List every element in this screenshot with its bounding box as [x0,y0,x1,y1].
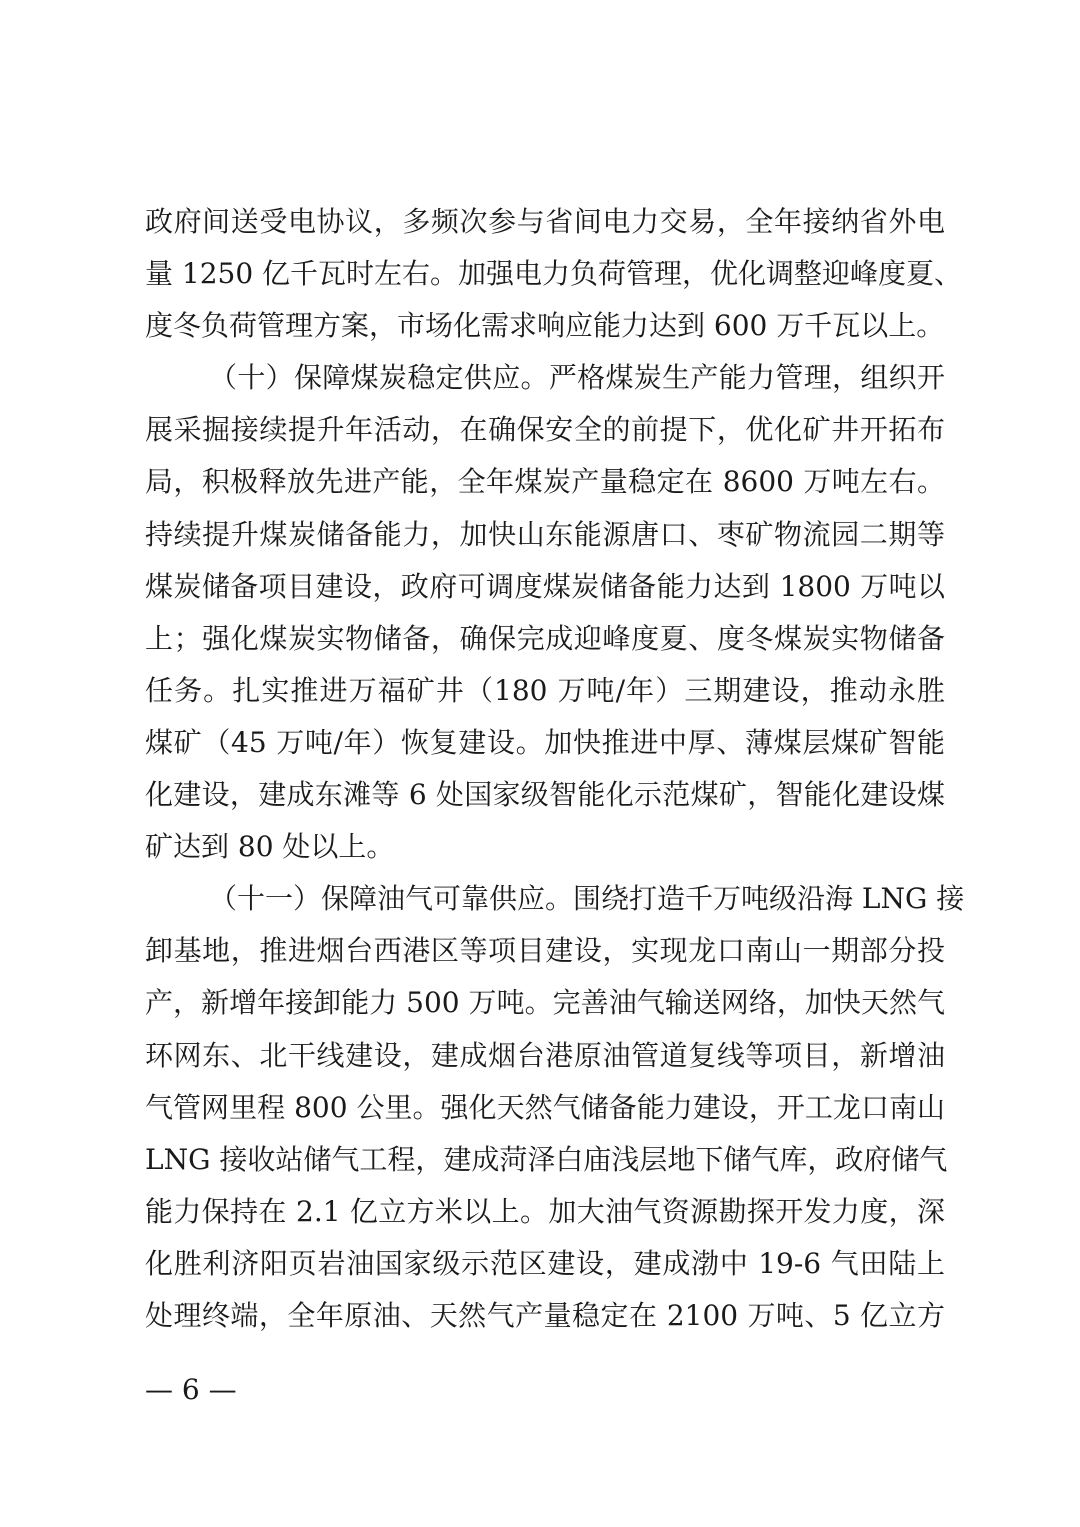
text-line: 局，积极释放先进产能，全年煤炭产量稳定在 8600 万吨左右。 [145,465,945,499]
text-line: 上；强化煤炭实物储备，确保完成迎峰度夏、度冬煤炭实物储备 [145,621,945,655]
text-line: 任务。扎实推进万福矿井（180 万吨/年）三期建设，推动永胜 [145,673,945,707]
text-line: 煤炭储备项目建设，政府可调度煤炭储备能力达到 1800 万吨以 [145,569,945,603]
text-line: 产，新增年接卸能力 500 万吨。完善油气输送网络，加快天然气 [145,986,945,1020]
text-line: 政府间送受电协议，多频次参与省间电力交易，全年接纳省外电 [145,205,945,238]
section-10-heading-line: （十）保障煤炭稳定供应。严格煤炭生产能力管理，组织开 [209,361,945,395]
text-line: 展采掘接续提升年活动，在确保安全的前提下，优化矿井开拓布 [145,413,945,447]
text-line: 处理终端，全年原油、天然气产量稳定在 2100 万吨、5 亿立方 [145,1298,945,1332]
text-line: 度冬负荷管理方案，市场化需求响应能力达到 600 万千瓦以上。 [145,309,945,343]
text-line: 化胜利济阳页岩油国家级示范区建设，建成渤中 19-6 气田陆上 [145,1246,945,1280]
text-line: 环网东、北干线建设，建成烟台港原油管道复线等项目，新增油 [145,1038,945,1072]
text-line: 气管网里程 800 公里。强化天然气储备能力建设，开工龙口南山 [145,1090,945,1124]
text-line: 持续提升煤炭储备能力，加快山东能源唐口、枣矿物流园二期等 [145,517,945,551]
body-text [145,196,965,1342]
text-line: 煤矿（45 万吨/年）恢复建设。加快推进中厚、薄煤层煤矿智能 [145,725,945,759]
text-line: 化建设，建成东滩等 6 处国家级智能化示范煤矿，智能化建设煤 [145,778,945,812]
text-line: 能力保持在 2.1 亿立方米以上。加大油气资源勘探开发力度，深 [145,1194,945,1228]
text-line: 卸基地，推进烟台西港区等项目建设，实现龙口南山一期部分投 [145,934,945,968]
page-number: — 6 — [145,1373,237,1406]
text-line: LNG 接收站储气工程，建成菏泽白庙浅层地下储气库，政府储气 [145,1142,948,1176]
text-line: 矿达到 80 处以上。 [145,830,395,864]
section-11-heading-line: （十一）保障油气可靠供应。围绕打造千万吨级沿海 LNG 接 [209,882,965,916]
text-line: 量 1250 亿千瓦时左右。加强电力负荷管理，优化调整迎峰度夏、 [145,257,963,291]
